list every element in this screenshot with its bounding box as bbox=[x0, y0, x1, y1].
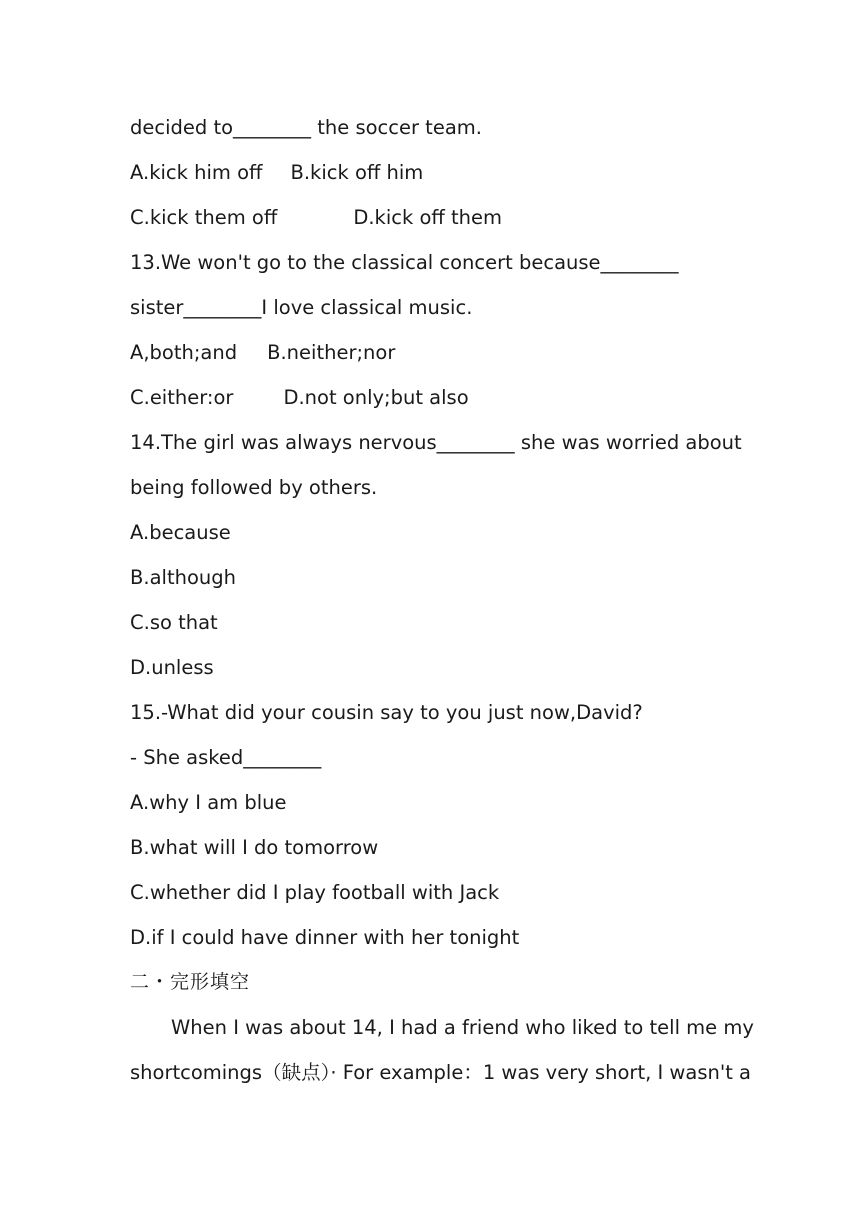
q12-options-ab bbox=[130, 150, 730, 195]
q12-option-b: B.kick off him bbox=[290, 161, 424, 184]
q13-stem-line1: 13.We won't go to the classical concert because________ bbox=[130, 251, 679, 274]
q15-option-a: A.why I am blue bbox=[130, 791, 287, 814]
q12-option-c: C.kick them off bbox=[130, 206, 278, 229]
q14-option-a: A.because bbox=[130, 521, 231, 544]
q14-option-b: B.although bbox=[130, 566, 236, 589]
q13-options-cd bbox=[130, 375, 730, 420]
q12-tail: decided to________ the soccer team. bbox=[130, 116, 482, 139]
q12-options-cd bbox=[130, 195, 730, 240]
q13-option-b: B.neither;nor bbox=[267, 341, 396, 364]
document-page bbox=[130, 105, 754, 1095]
q13-option-a: A,both;and bbox=[130, 341, 238, 364]
q15-stem-line1: 15.-What did your cousin say to you just now,David? bbox=[130, 701, 643, 724]
q12-option-a: A.kick him off bbox=[130, 161, 263, 184]
q15-option-b: B.what will I do tomorrow bbox=[130, 836, 379, 859]
q14-option-c: C.so that bbox=[130, 611, 218, 634]
q14-stem-line2: being followed by others. bbox=[130, 476, 378, 499]
q13-options-ab bbox=[130, 330, 730, 375]
q13-option-d: D.not only;but also bbox=[283, 386, 469, 409]
cloze-paragraph-line1: When I was about 14, I had a friend who liked to tell me my bbox=[171, 1016, 754, 1039]
q13-option-c: C.either:or bbox=[130, 386, 234, 409]
section-heading-cloze: 二・完形填空 bbox=[130, 971, 251, 993]
q13-stem-line2: sister________I love classical music. bbox=[130, 296, 473, 319]
q15-option-c: C.whether did I play football with Jack bbox=[130, 881, 500, 904]
q15-option-d: D.if I could have dinner with her tonight bbox=[130, 926, 520, 949]
q14-option-d: D.unless bbox=[130, 656, 214, 679]
q12-option-d: D.kick off them bbox=[353, 206, 503, 229]
q15-stem-line2: - She asked________ bbox=[130, 746, 322, 769]
cloze-paragraph-line2: shortcomings（缺点）· For example：1 was very short, I wasn't a bbox=[130, 1061, 752, 1084]
q14-stem-line1: 14.The girl was always nervous________ she was worried about bbox=[130, 431, 742, 454]
